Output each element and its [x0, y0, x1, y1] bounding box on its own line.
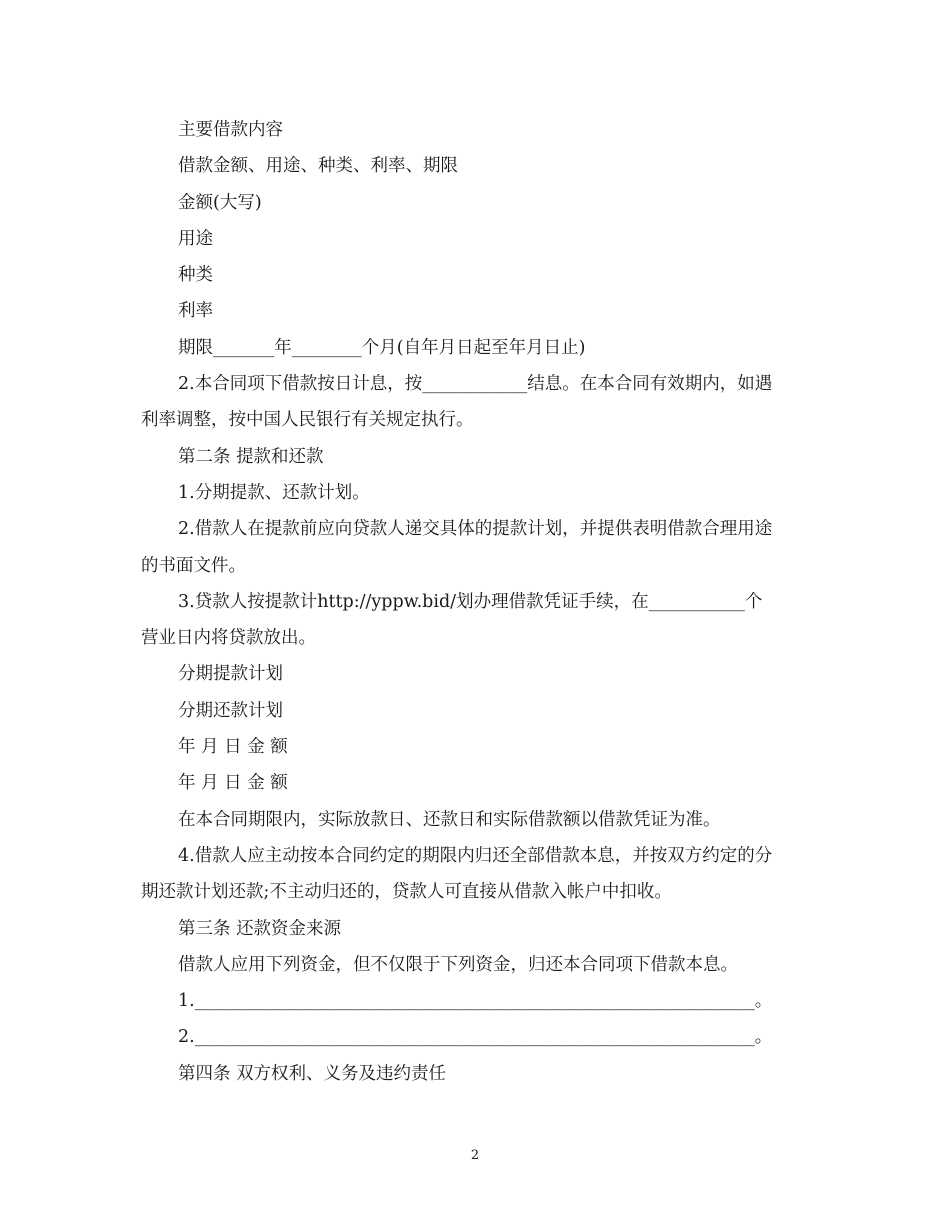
text-line: 1.分期提款、还款计划。	[178, 482, 370, 503]
section-heading: 第二条 提款和还款	[178, 446, 324, 467]
text-line: 用途	[178, 228, 213, 249]
text-line: 期还款计划还款;不主动归还的，贷款人可直接从借款入帐户中扣收。	[141, 882, 672, 903]
text-line: 利率	[178, 301, 213, 322]
document-body	[141, 112, 813, 1092]
text-line: 主要借款内容	[178, 120, 283, 140]
text-line: 4.借款人应主动按本合同约定的期限内归还全部借款本息，并按双方约定的分	[178, 845, 773, 866]
text-line: 2.本合同项下借款按日计息，按____________结息。在本合同有效期内，如遇	[178, 374, 773, 395]
text-line: 期限_______年________个月(自年月日起至年月日止)	[178, 337, 586, 358]
text-line: 3.贷款人按提款计http://yppw.bid/划办理借款凭证手续，在___________个	[178, 591, 763, 612]
section-heading: 第三条 还款资金来源	[178, 918, 342, 939]
text-line: 利率调整，按中国人民银行有关规定执行。	[141, 410, 474, 431]
text-line: 借款金额、用途、种类、利率、期限	[178, 156, 458, 177]
text-line: 的书面文件。	[141, 555, 246, 576]
text-line: 借款人应用下列资金，但不仅限于下列资金，归还本合同项下借款本息。	[178, 954, 738, 975]
text-line: 年 月 日 金 额	[178, 737, 288, 758]
text-line: 金额(大写)	[178, 192, 262, 213]
text-line: 分期还款计划	[178, 700, 283, 721]
text-line: 在本合同期限内，实际放款日、还款日和实际借款额以借款凭证为准。	[178, 809, 721, 830]
text-line: 2.借款人在提款前应向贷款人递交具体的提款计划，并提供表明借款合理用途	[178, 519, 773, 540]
page-number: 2	[470, 1148, 480, 1163]
section-heading: 第四条 双方权利、义务及违约责任	[178, 1063, 447, 1084]
text-line: 年 月 日 金 额	[178, 773, 288, 794]
text-line: 种类	[178, 265, 213, 286]
text-line: 1.________________________________________________________________。	[178, 991, 773, 1012]
text-line: 分期提款计划	[178, 664, 283, 685]
text-line: 营业日内将贷款放出。	[141, 628, 316, 649]
text-line: 2.________________________________________________________________。	[178, 1027, 773, 1048]
